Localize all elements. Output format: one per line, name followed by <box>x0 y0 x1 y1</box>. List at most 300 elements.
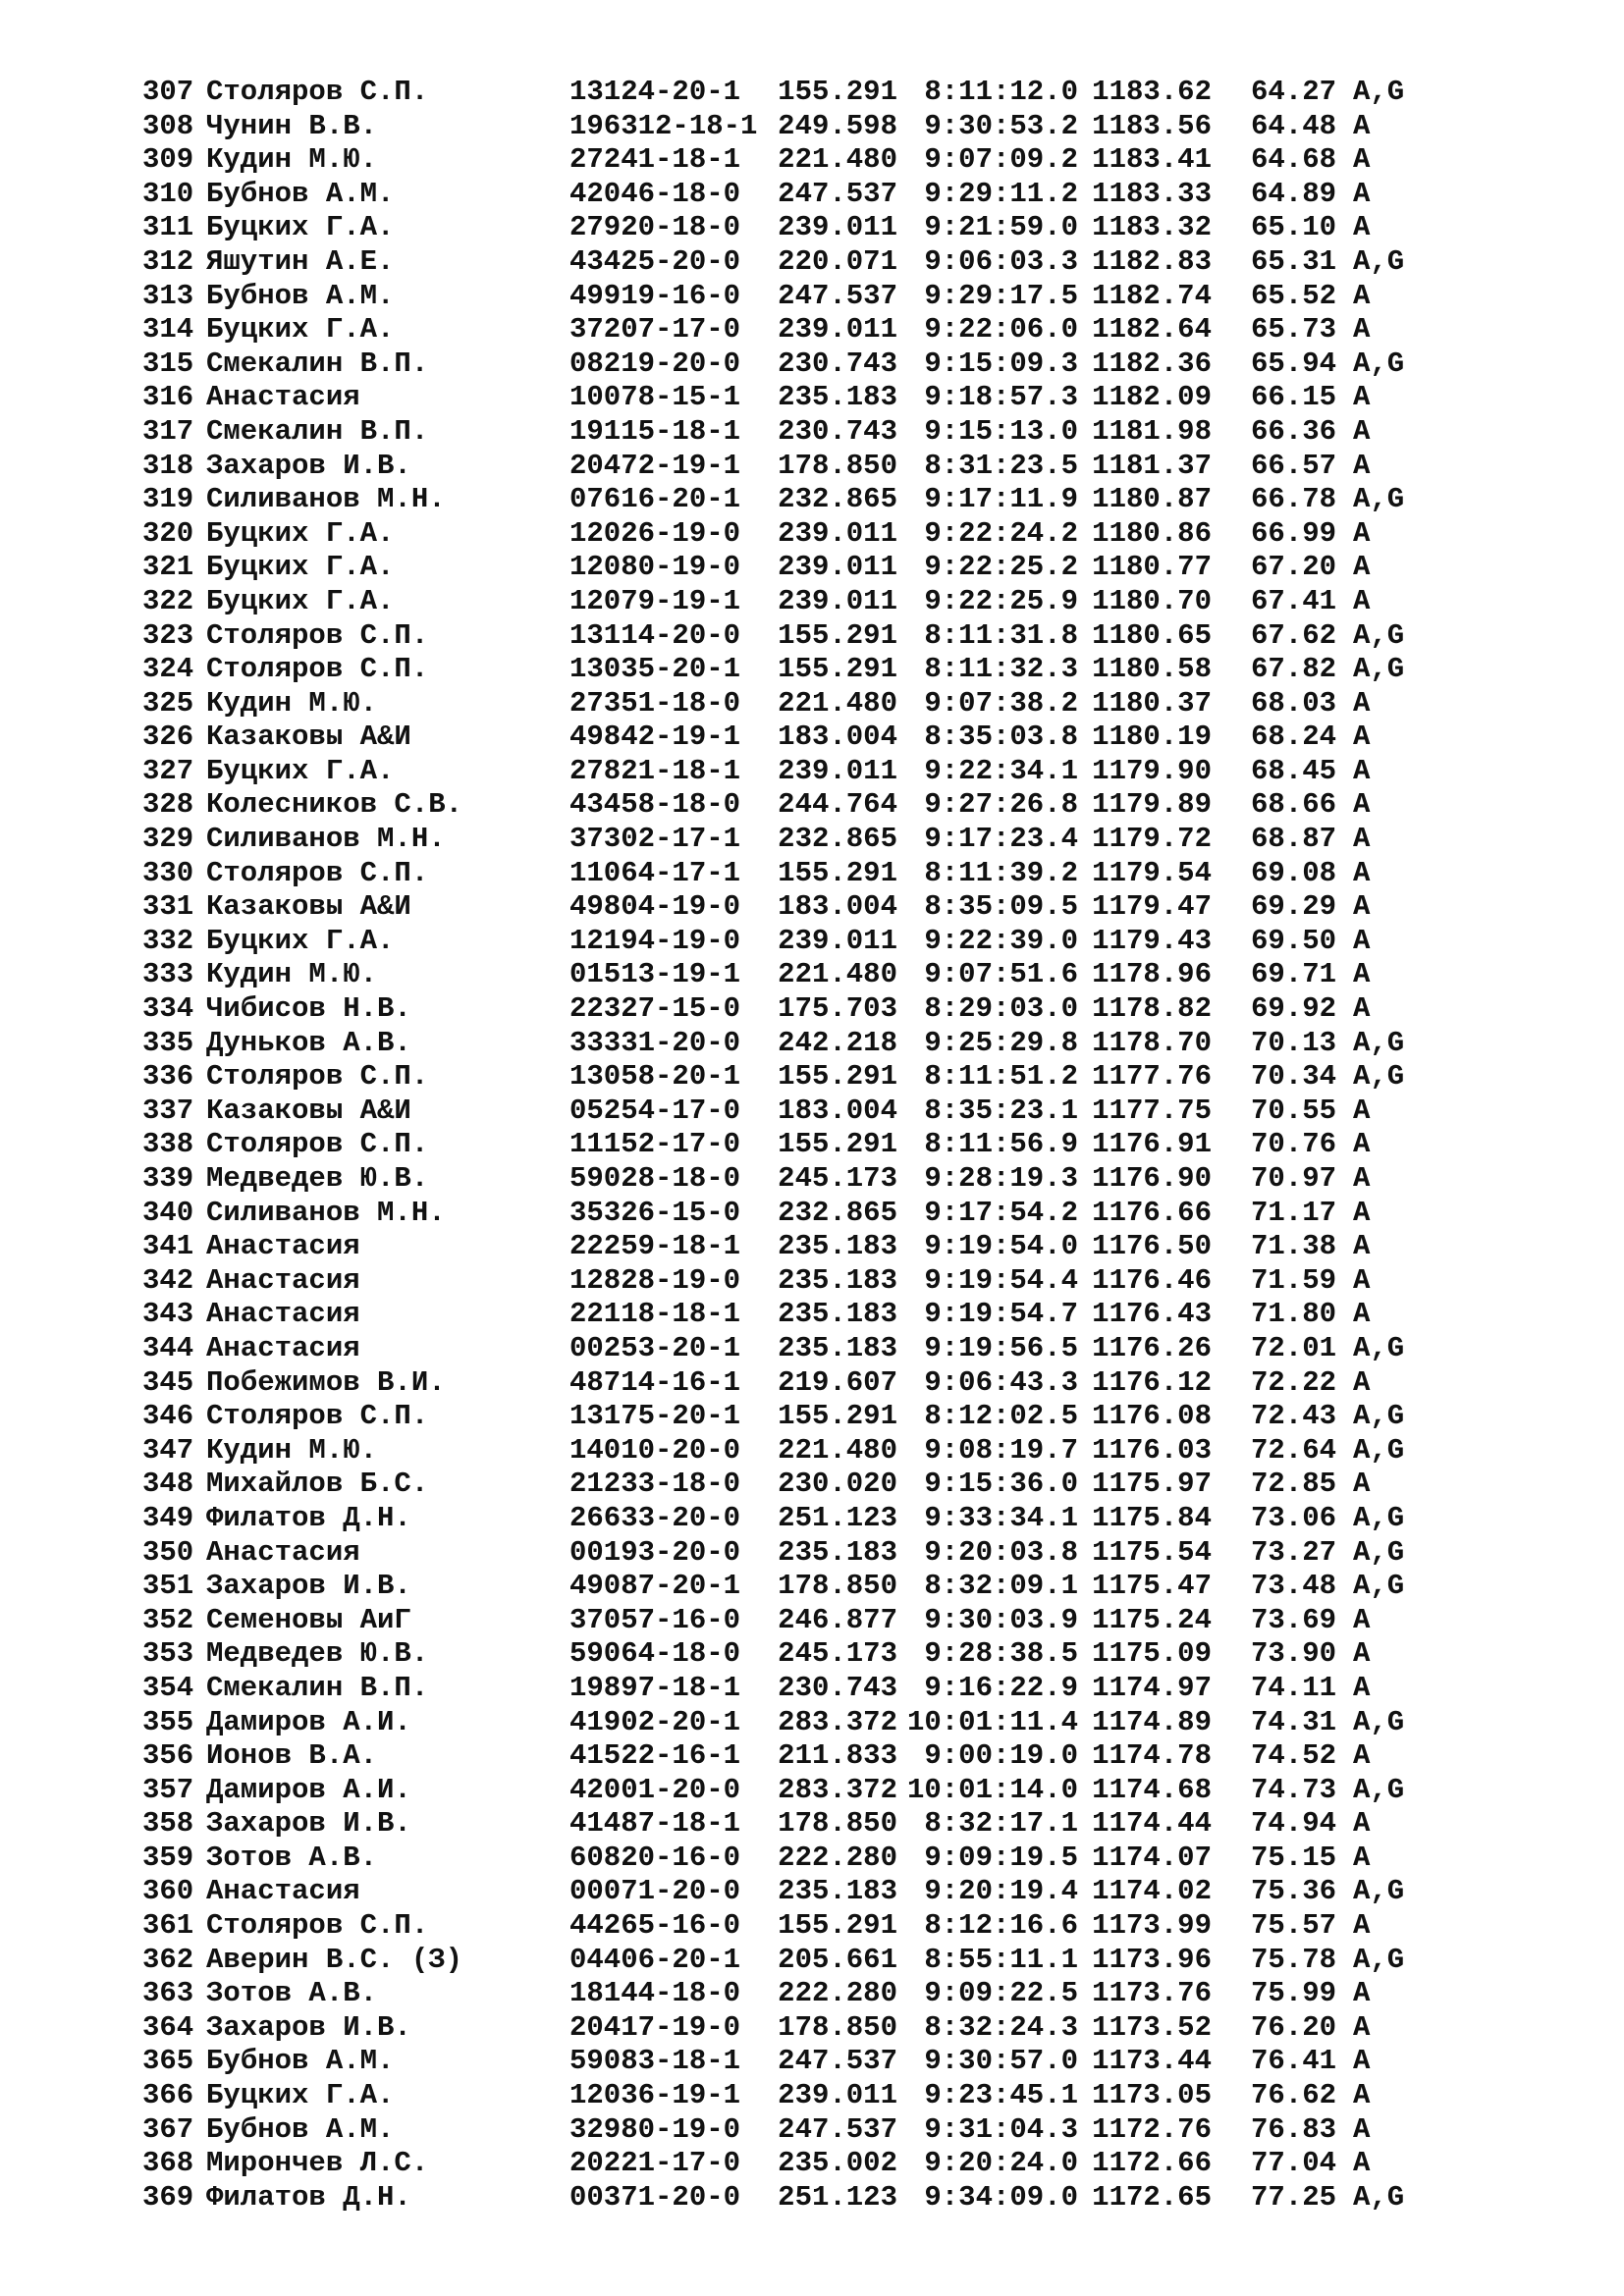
place-number: 356 <box>142 1739 194 1773</box>
table-row <box>142 1842 1461 1876</box>
ring-number: 35326-15-0 <box>569 1196 741 1229</box>
arrival-time: 9:19:54.7 <box>924 1298 1078 1331</box>
percent-value: 72.22 <box>1250 1365 1336 1399</box>
place-number: 308 <box>142 109 194 142</box>
fancier-name: Столяров С.П. <box>206 1400 429 1433</box>
distance-km: 247.537 <box>778 2045 897 2078</box>
arrival-time: 9:28:38.5 <box>924 1637 1078 1671</box>
distance-km: 178.850 <box>778 1807 897 1841</box>
percent-value: 67.41 <box>1250 584 1336 617</box>
percent-value: 65.94 <box>1250 347 1336 380</box>
fancier-name: Столяров С.П. <box>206 76 429 108</box>
table-row <box>142 1095 1461 1129</box>
table-row <box>142 585 1461 619</box>
table-row <box>142 1977 1461 2011</box>
arrival-time: 9:22:25.9 <box>924 584 1078 617</box>
fancier-name: Бубнов А.М. <box>206 279 395 312</box>
place-number: 342 <box>142 1263 194 1297</box>
speed-value: 1175.84 <box>1092 1501 1212 1534</box>
percent-value: 68.87 <box>1250 823 1336 856</box>
percent-value: 66.36 <box>1250 414 1336 448</box>
speed-value: 1176.08 <box>1092 1400 1212 1433</box>
place-number: 337 <box>142 1094 194 1127</box>
table-row <box>142 788 1461 823</box>
percent-value: 73.48 <box>1250 1570 1336 1603</box>
speed-value: 1176.90 <box>1092 1162 1212 1195</box>
speed-value: 1176.46 <box>1092 1263 1212 1297</box>
fancier-name: Бубнов А.М. <box>206 2112 395 2146</box>
arrival-time: 8:12:02.5 <box>924 1400 1078 1433</box>
fancier-name: Бубнов А.М. <box>206 2045 395 2078</box>
arrival-time: 8:11:12.0 <box>924 76 1078 108</box>
ring-number: 37057-16-0 <box>569 1603 741 1636</box>
distance-km: 183.004 <box>778 721 897 754</box>
ring-number: 26633-20-0 <box>569 1501 741 1534</box>
fancier-name: Захаров И.В. <box>206 1570 411 1603</box>
ring-number: 12036-19-1 <box>569 2079 741 2112</box>
speed-value: 1183.41 <box>1092 143 1212 177</box>
place-number: 346 <box>142 1400 194 1433</box>
arrival-time: 8:35:09.5 <box>924 890 1078 924</box>
percent-value: 69.92 <box>1250 992 1336 1026</box>
percent-value: 73.27 <box>1250 1535 1336 1569</box>
ring-number: 05254-17-0 <box>569 1094 741 1127</box>
arrival-time: 8:12:16.6 <box>924 1909 1078 1943</box>
table-row <box>142 1332 1461 1366</box>
arrival-time: 9:23:45.1 <box>924 2079 1078 2112</box>
place-number: 321 <box>142 551 194 584</box>
fancier-name: Столяров С.П. <box>206 1909 429 1943</box>
flags-value: A <box>1353 177 1371 210</box>
distance-km: 232.865 <box>778 483 897 516</box>
ring-number: 196312-18-1 <box>569 109 758 142</box>
percent-value: 72.85 <box>1250 1468 1336 1501</box>
distance-km: 230.020 <box>778 1468 897 1501</box>
place-number: 333 <box>142 958 194 991</box>
table-row <box>142 1807 1461 1842</box>
percent-value: 77.04 <box>1250 2147 1336 2180</box>
ring-number: 48714-16-1 <box>569 1365 741 1399</box>
ring-number: 20221-17-0 <box>569 2147 741 2180</box>
fancier-name: Захаров И.В. <box>206 449 411 482</box>
table-row <box>142 1944 1461 1978</box>
table-row <box>142 415 1461 450</box>
ring-number: 37207-17-0 <box>569 313 741 347</box>
table-row <box>142 1162 1461 1197</box>
percent-value: 74.31 <box>1250 1705 1336 1738</box>
place-number: 326 <box>142 721 194 754</box>
speed-value: 1172.76 <box>1092 2112 1212 2146</box>
speed-value: 1175.24 <box>1092 1603 1212 1636</box>
speed-value: 1174.07 <box>1092 1841 1212 1874</box>
distance-km: 178.850 <box>778 2010 897 2044</box>
arrival-time: 9:31:04.3 <box>924 2112 1078 2146</box>
fancier-name: Филатов Д.Н. <box>206 1501 411 1534</box>
percent-value: 74.94 <box>1250 1807 1336 1841</box>
flags-value: A <box>1353 109 1371 142</box>
percent-value: 69.29 <box>1250 890 1336 924</box>
speed-value: 1175.97 <box>1092 1468 1212 1501</box>
flags-value: A <box>1353 313 1371 347</box>
flags-value: A <box>1353 1977 1371 2010</box>
flags-value: A,G <box>1353 1570 1405 1603</box>
speed-value: 1183.62 <box>1092 76 1212 108</box>
table-row <box>142 2113 1461 2148</box>
speed-value: 1180.70 <box>1092 584 1212 617</box>
flags-value: A,G <box>1353 1060 1405 1094</box>
place-number: 339 <box>142 1162 194 1195</box>
percent-value: 67.82 <box>1250 653 1336 686</box>
arrival-time: 9:07:51.6 <box>924 958 1078 991</box>
ring-number: 12026-19-0 <box>569 516 741 550</box>
place-number: 334 <box>142 992 194 1026</box>
flags-value: A,G <box>1353 76 1405 108</box>
fancier-name: Колесников С.В. <box>206 788 463 822</box>
flags-value: A <box>1353 1637 1371 1671</box>
arrival-time: 8:29:03.0 <box>924 992 1078 1026</box>
ring-number: 41487-18-1 <box>569 1807 741 1841</box>
ring-number: 37302-17-1 <box>569 823 741 856</box>
percent-value: 66.99 <box>1250 516 1336 550</box>
distance-km: 183.004 <box>778 1094 897 1127</box>
fancier-name: Буцких Г.А. <box>206 754 395 787</box>
place-number: 329 <box>142 823 194 856</box>
ring-number: 49087-20-1 <box>569 1570 741 1603</box>
arrival-time: 9:29:17.5 <box>924 279 1078 312</box>
percent-value: 68.45 <box>1250 754 1336 787</box>
table-row <box>142 2079 1461 2113</box>
distance-km: 219.607 <box>778 1365 897 1399</box>
speed-value: 1174.89 <box>1092 1705 1212 1738</box>
distance-km: 283.372 <box>778 1705 897 1738</box>
speed-value: 1178.70 <box>1092 1026 1212 1059</box>
speed-value: 1183.56 <box>1092 109 1212 142</box>
table-row <box>142 1909 1461 1944</box>
table-row <box>142 1197 1461 1231</box>
speed-value: 1182.64 <box>1092 313 1212 347</box>
distance-km: 183.004 <box>778 890 897 924</box>
arrival-time: 9:16:22.9 <box>924 1671 1078 1704</box>
ring-number: 20417-19-0 <box>569 2010 741 2044</box>
fancier-name: Семеновы АиГ <box>206 1603 411 1636</box>
distance-km: 242.218 <box>778 1026 897 1059</box>
table-row <box>142 619 1461 654</box>
fancier-name: Буцких Г.А. <box>206 584 395 617</box>
distance-km: 175.703 <box>778 992 897 1026</box>
fancier-name: Кудин М.Ю. <box>206 143 378 177</box>
speed-value: 1172.66 <box>1092 2147 1212 2180</box>
distance-km: 235.183 <box>778 1331 897 1364</box>
percent-value: 75.36 <box>1250 1875 1336 1908</box>
table-row <box>142 551 1461 585</box>
flags-value: A <box>1353 2079 1371 2112</box>
ring-number: 19115-18-1 <box>569 414 741 448</box>
place-number: 317 <box>142 414 194 448</box>
speed-value: 1177.75 <box>1092 1094 1212 1127</box>
table-row <box>142 1672 1461 1706</box>
ring-number: 22259-18-1 <box>569 1230 741 1263</box>
flags-value: A <box>1353 381 1371 414</box>
arrival-time: 8:55:11.1 <box>924 1943 1078 1976</box>
arrival-time: 9:19:54.4 <box>924 1263 1078 1297</box>
speed-value: 1176.03 <box>1092 1433 1212 1467</box>
arrival-time: 9:22:34.1 <box>924 754 1078 787</box>
table-row <box>142 1706 1461 1740</box>
fancier-name: Столяров С.П. <box>206 856 429 889</box>
arrival-time: 9:19:54.0 <box>924 1230 1078 1263</box>
percent-value: 68.24 <box>1250 721 1336 754</box>
speed-value: 1173.44 <box>1092 2045 1212 2078</box>
table-row <box>142 890 1461 925</box>
table-row <box>142 958 1461 992</box>
arrival-time: 9:33:34.1 <box>924 1501 1078 1534</box>
flags-value: A <box>1353 2045 1371 2078</box>
fancier-name: Столяров С.П. <box>206 1060 429 1094</box>
speed-value: 1182.09 <box>1092 381 1212 414</box>
arrival-time: 9:09:22.5 <box>924 1977 1078 2010</box>
table-row <box>142 76 1461 110</box>
flags-value: A <box>1353 279 1371 312</box>
place-number: 328 <box>142 788 194 822</box>
flags-value: A,G <box>1353 347 1405 380</box>
ring-number: 07616-20-1 <box>569 483 741 516</box>
distance-km: 230.743 <box>778 1671 897 1704</box>
arrival-time: 8:32:09.1 <box>924 1570 1078 1603</box>
flags-value: A,G <box>1353 653 1405 686</box>
distance-km: 239.011 <box>778 924 897 957</box>
arrival-time: 9:22:25.2 <box>924 551 1078 584</box>
speed-value: 1173.96 <box>1092 1943 1212 1976</box>
distance-km: 155.291 <box>778 1128 897 1161</box>
percent-value: 71.80 <box>1250 1298 1336 1331</box>
fancier-name: Захаров И.В. <box>206 2010 411 2044</box>
fancier-name: Смекалин В.П. <box>206 1671 429 1704</box>
percent-value: 75.99 <box>1250 1977 1336 2010</box>
speed-value: 1183.33 <box>1092 177 1212 210</box>
ring-number: 27821-18-1 <box>569 754 741 787</box>
distance-km: 246.877 <box>778 1603 897 1636</box>
speed-value: 1174.02 <box>1092 1875 1212 1908</box>
arrival-time: 10:01:14.0 <box>906 1773 1078 1806</box>
percent-value: 67.62 <box>1250 618 1336 652</box>
flags-value: A,G <box>1353 1026 1405 1059</box>
arrival-time: 9:21:59.0 <box>924 211 1078 244</box>
flags-value: A,G <box>1353 1433 1405 1467</box>
percent-value: 74.52 <box>1250 1739 1336 1773</box>
flags-value: A,G <box>1353 1501 1405 1534</box>
place-number: 322 <box>142 584 194 617</box>
percent-value: 69.71 <box>1250 958 1336 991</box>
distance-km: 247.537 <box>778 2112 897 2146</box>
ring-number: 01513-19-1 <box>569 958 741 991</box>
fancier-name: Кудин М.Ю. <box>206 686 378 720</box>
ring-number: 14010-20-0 <box>569 1433 741 1467</box>
arrival-time: 9:22:39.0 <box>924 924 1078 957</box>
speed-value: 1176.26 <box>1092 1331 1212 1364</box>
place-number: 319 <box>142 483 194 516</box>
percent-value: 64.89 <box>1250 177 1336 210</box>
speed-value: 1179.43 <box>1092 924 1212 957</box>
speed-value: 1176.12 <box>1092 1365 1212 1399</box>
place-number: 310 <box>142 177 194 210</box>
distance-km: 239.011 <box>778 516 897 550</box>
arrival-time: 8:11:32.3 <box>924 653 1078 686</box>
ring-number: 41522-16-1 <box>569 1739 741 1773</box>
table-row <box>142 245 1461 280</box>
ring-number: 49919-16-0 <box>569 279 741 312</box>
table-row <box>142 347 1461 382</box>
speed-value: 1183.32 <box>1092 211 1212 244</box>
flags-value: A,G <box>1353 483 1405 516</box>
ring-number: 27241-18-1 <box>569 143 741 177</box>
distance-km: 222.280 <box>778 1841 897 1874</box>
distance-km: 283.372 <box>778 1773 897 1806</box>
ring-number: 18144-18-0 <box>569 1977 741 2010</box>
flags-value: A <box>1353 1365 1371 1399</box>
place-number: 335 <box>142 1026 194 1059</box>
table-row <box>142 925 1461 959</box>
table-row <box>142 1536 1461 1571</box>
distance-km: 245.173 <box>778 1162 897 1195</box>
arrival-time: 9:17:11.9 <box>924 483 1078 516</box>
flags-value: A <box>1353 1603 1371 1636</box>
fancier-name: Чунин В.В. <box>206 109 378 142</box>
table-row <box>142 823 1461 857</box>
table-row <box>142 1502 1461 1536</box>
distance-km: 249.598 <box>778 109 897 142</box>
percent-value: 64.48 <box>1250 109 1336 142</box>
table-row <box>142 1570 1461 1604</box>
fancier-name: Анастасия <box>206 1298 360 1331</box>
speed-value: 1175.09 <box>1092 1637 1212 1671</box>
percent-value: 75.78 <box>1250 1943 1336 1976</box>
distance-km: 235.002 <box>778 2147 897 2180</box>
percent-value: 70.55 <box>1250 1094 1336 1127</box>
percent-value: 68.03 <box>1250 686 1336 720</box>
fancier-name: Буцких Г.А. <box>206 313 395 347</box>
place-number: 350 <box>142 1535 194 1569</box>
place-number: 325 <box>142 686 194 720</box>
speed-value: 1182.83 <box>1092 244 1212 278</box>
ring-number: 60820-16-0 <box>569 1841 741 1874</box>
place-number: 313 <box>142 279 194 312</box>
percent-value: 65.31 <box>1250 244 1336 278</box>
place-number: 332 <box>142 924 194 957</box>
place-number: 359 <box>142 1841 194 1874</box>
fancier-name: Дуньков А.В. <box>206 1026 411 1059</box>
ring-number: 32980-19-0 <box>569 2112 741 2146</box>
place-number: 320 <box>142 516 194 550</box>
table-row <box>142 211 1461 245</box>
fancier-name: Захаров И.В. <box>206 1807 411 1841</box>
place-number: 352 <box>142 1603 194 1636</box>
table-row <box>142 2045 1461 2079</box>
distance-km: 235.183 <box>778 1263 897 1297</box>
distance-km: 155.291 <box>778 76 897 108</box>
place-number: 348 <box>142 1468 194 1501</box>
flags-value: A <box>1353 1230 1371 1263</box>
flags-value: A <box>1353 788 1371 822</box>
ring-number: 00371-20-0 <box>569 2180 741 2214</box>
arrival-time: 9:20:03.8 <box>924 1535 1078 1569</box>
distance-km: 155.291 <box>778 1909 897 1943</box>
arrival-time: 9:06:43.3 <box>924 1365 1078 1399</box>
percent-value: 70.34 <box>1250 1060 1336 1094</box>
distance-km: 235.183 <box>778 381 897 414</box>
place-number: 367 <box>142 2112 194 2146</box>
speed-value: 1182.36 <box>1092 347 1212 380</box>
distance-km: 155.291 <box>778 618 897 652</box>
ring-number: 49842-19-1 <box>569 721 741 754</box>
distance-km: 155.291 <box>778 1060 897 1094</box>
place-number: 343 <box>142 1298 194 1331</box>
fancier-name: Буцких Г.А. <box>206 516 395 550</box>
flags-value: A <box>1353 1162 1371 1195</box>
ring-number: 12194-19-0 <box>569 924 741 957</box>
fancier-name: Кудин М.Ю. <box>206 1433 378 1467</box>
place-number: 355 <box>142 1705 194 1738</box>
ring-number: 43458-18-0 <box>569 788 741 822</box>
ring-number: 00253-20-1 <box>569 1331 741 1364</box>
speed-value: 1177.76 <box>1092 1060 1212 1094</box>
speed-value: 1179.90 <box>1092 754 1212 787</box>
fancier-name: Медведев Ю.В. <box>206 1162 429 1195</box>
percent-value: 75.15 <box>1250 1841 1336 1874</box>
table-row <box>142 1434 1461 1468</box>
flags-value: A <box>1353 1298 1371 1331</box>
fancier-name: Медведев Ю.В. <box>206 1637 429 1671</box>
percent-value: 72.43 <box>1250 1400 1336 1433</box>
ring-number: 13175-20-1 <box>569 1400 741 1433</box>
fancier-name: Анастасия <box>206 1535 360 1569</box>
place-number: 314 <box>142 313 194 347</box>
percent-value: 73.69 <box>1250 1603 1336 1636</box>
place-number: 351 <box>142 1570 194 1603</box>
percent-value: 76.62 <box>1250 2079 1336 2112</box>
ring-number: 10078-15-1 <box>569 381 741 414</box>
place-number: 307 <box>142 76 194 108</box>
flags-value: A,G <box>1353 618 1405 652</box>
place-number: 345 <box>142 1365 194 1399</box>
percent-value: 68.66 <box>1250 788 1336 822</box>
fancier-name: Анастасия <box>206 1331 360 1364</box>
ring-number: 04406-20-1 <box>569 1943 741 1976</box>
place-number: 324 <box>142 653 194 686</box>
table-row <box>142 483 1461 517</box>
place-number: 361 <box>142 1909 194 1943</box>
flags-value: A <box>1353 924 1371 957</box>
fancier-name: Чибисов Н.В. <box>206 992 411 1026</box>
place-number: 316 <box>142 381 194 414</box>
arrival-time: 8:32:17.1 <box>924 1807 1078 1841</box>
place-number: 344 <box>142 1331 194 1364</box>
speed-value: 1172.65 <box>1092 2180 1212 2214</box>
ring-number: 00071-20-0 <box>569 1875 741 1908</box>
distance-km: 239.011 <box>778 313 897 347</box>
flags-value: A,G <box>1353 1535 1405 1569</box>
table-row <box>142 2011 1461 2046</box>
flags-value: A,G <box>1353 1875 1405 1908</box>
distance-km: 155.291 <box>778 1400 897 1433</box>
flags-value: A <box>1353 2112 1371 2146</box>
fancier-name: Анастасия <box>206 1230 360 1263</box>
speed-value: 1179.47 <box>1092 890 1212 924</box>
percent-value: 76.83 <box>1250 2112 1336 2146</box>
speed-value: 1176.91 <box>1092 1128 1212 1161</box>
percent-value: 64.27 <box>1250 76 1336 108</box>
distance-km: 247.537 <box>778 177 897 210</box>
percent-value: 65.52 <box>1250 279 1336 312</box>
